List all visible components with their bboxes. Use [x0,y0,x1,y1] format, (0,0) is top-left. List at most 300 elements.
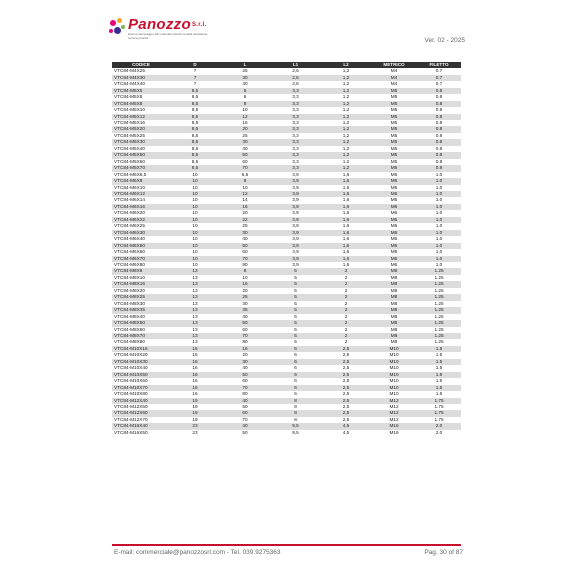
table-cell: 40 [220,423,270,429]
table-cell: M10 [371,346,417,352]
table-cell: 2,5 [321,346,371,352]
table-cell: 19 [170,404,220,410]
table-cell: M5 [371,146,417,152]
table-cell: 6 [270,346,321,352]
table-cell: 1.0 [417,197,461,203]
table-cell: 16 [220,346,270,352]
table-cell: 1.5 [417,346,461,352]
table-cell: 3,3 [270,88,321,94]
table-cell: 8,5 [170,126,220,132]
table-cell: VTC84-M5X25 [112,133,170,139]
table-cell: VTC84-M5X20 [112,126,170,132]
table-cell: 2 [321,307,371,313]
table-cell: 1.25 [417,339,461,345]
table-cell: 1,2 [321,159,371,165]
table-cell: 3,9 [270,236,321,242]
table-cell: 1,6 [321,249,371,255]
table-cell: 19 [170,417,220,423]
table-cell: M12 [371,398,417,404]
table-cell: VTC84-M8X10 [112,275,170,281]
table-cell: 1,6 [321,197,371,203]
page-header [0,0,575,48]
table-cell: 16 [170,359,220,365]
table-cell: M8 [371,314,417,320]
table-cell: M10 [371,372,417,378]
table-cell: M5 [371,88,417,94]
table-cell: 1,6 [321,185,371,191]
table-cell: 6 [270,378,321,384]
table-cell: 70 [220,385,270,391]
table-cell: M6 [371,204,417,210]
table-cell: VTC84-M6X22 [112,217,170,223]
table-cell: 8,5 [170,114,220,120]
table-cell: VTC84-M16X40 [112,423,170,429]
table-cell: 1.5 [417,359,461,365]
table-cell: 2,5 [321,385,371,391]
table-cell: M5 [371,133,417,139]
table-cell: 2 [321,301,371,307]
table-cell: M8 [371,268,417,274]
table-cell: 0.8 [417,133,461,139]
table-cell: VTC84-M4X25 [112,68,170,74]
table-cell: VTC84-M10X60 [112,378,170,384]
table-cell: M5 [371,94,417,100]
table-cell: 2,5 [321,398,371,404]
table-cell: 1.0 [417,249,461,255]
table-cell: 1,2 [321,139,371,145]
table-cell: 8 [220,178,270,184]
table-cell: M12 [371,417,417,423]
table-cell: VTC84-M10X80 [112,391,170,397]
table-cell: VTC84-M8X50 [112,320,170,326]
table-cell: 13 [170,307,220,313]
table-cell: 16 [220,120,270,126]
table-cell: 13 [170,288,220,294]
table-cell: 1.25 [417,301,461,307]
table-cell: 35 [220,307,270,313]
table-cell: 1,6 [321,243,371,249]
table-cell: 3,3 [270,101,321,107]
table-cell: 1.25 [417,314,461,320]
table-cell: 4,5 [321,423,371,429]
table-cell: 2,6 [270,75,321,81]
table-cell: 6 [220,94,270,100]
table-cell: 1,6 [321,236,371,242]
table-cell: 16 [220,281,270,287]
table-cell: VTC84-M8X25 [112,294,170,300]
table-cell: VTC84-M5X60 [112,159,170,165]
footer-contact: E-mail: commerciale@panozzosrl.com - Tel. 039.9275363 [114,549,281,556]
table-cell: VTC84-M6X12 [112,191,170,197]
table-cell: 8 [270,398,321,404]
table-cell: VTC84-M10X40 [112,365,170,371]
table-cell: 8,5 [170,146,220,152]
table-cell: 23 [170,423,220,429]
table-cell: 40 [220,398,270,404]
table-cell: 16 [170,391,220,397]
table-cell: VTC84-M12X40 [112,398,170,404]
table-cell: 50 [220,152,270,158]
table-cell: 8 [270,404,321,410]
brand-suffix: S.r.l. [191,22,207,28]
table-cell: 1.0 [417,217,461,223]
table-cell: 2,5 [321,391,371,397]
table-cell: VTC84-M5X6 [112,94,170,100]
table-cell: M6 [371,217,417,223]
table-cell: 1,6 [321,172,371,178]
table-cell: 19 [170,410,220,416]
table-cell: 1.25 [417,307,461,313]
table-cell: 16 [170,346,220,352]
table-cell: M10 [371,385,417,391]
table-cell: 8,5 [170,159,220,165]
table-cell: 1.25 [417,327,461,333]
table-cell: VTC84-M8X16 [112,281,170,287]
column-header: L2 [321,62,371,68]
table-cell: M5 [371,120,417,126]
table-cell: VTC84-M10X20 [112,352,170,358]
table-cell: 2,6 [270,68,321,74]
footer-divider [112,544,461,546]
table-cell: 10 [170,223,220,229]
table-cell: 2.0 [417,430,461,436]
table-cell: 60 [220,249,270,255]
table-cell: 25 [220,68,270,74]
table-cell: 16 [170,365,220,371]
table-cell: 80 [220,262,270,268]
table-cell: 70 [220,165,270,171]
table-cell: M8 [371,320,417,326]
table-cell: 0.7 [417,68,461,74]
table-cell: 2,6 [270,81,321,87]
table-cell: 13 [170,327,220,333]
table-cell: 5 [270,288,321,294]
table-cell: 1.0 [417,223,461,229]
table-cell: M5 [371,101,417,107]
table-cell: 20 [220,352,270,358]
table-cell: VTC84-M8X40 [112,314,170,320]
table-cell: VTC84-M5X70 [112,165,170,171]
table-cell: VTC84-M12X70 [112,417,170,423]
table-cell: M8 [371,339,417,345]
table-cell: M16 [371,423,417,429]
table-cell: 60 [220,410,270,416]
table-cell: 8,5 [170,133,220,139]
table-cell: M10 [371,365,417,371]
table-cell: M6 [371,256,417,262]
table-cell: 3,3 [270,152,321,158]
table-cell: 10 [170,249,220,255]
table-cell: 30 [220,75,270,81]
table-cell: VTC84-M5X5 [112,88,170,94]
table-cell: M8 [371,333,417,339]
table-cell: 60 [220,327,270,333]
table-cell: 1.5 [417,372,461,378]
table-cell: 8,5 [170,101,220,107]
table-cell: 6 [270,352,321,358]
table-cell: 10 [170,185,220,191]
table-cell: M5 [371,139,417,145]
table-cell: M10 [371,359,417,365]
table-cell: 6 [270,372,321,378]
table-cell: 1,2 [321,68,371,74]
table-cell: 8,5 [170,139,220,145]
logo-dots-icon [108,16,128,42]
table-cell: VTC84-M5X8 [112,101,170,107]
table-cell: 16 [170,372,220,378]
table-cell: 0.8 [417,107,461,113]
table-cell: 1.25 [417,333,461,339]
table-cell: 4,5 [321,430,371,436]
table-cell: 3,9 [270,217,321,223]
table-cell: VTC84-M5X10 [112,107,170,113]
table-cell: 50 [220,372,270,378]
table-cell: 22 [220,217,270,223]
table-cell: 10 [170,204,220,210]
table-cell: 1.25 [417,281,461,287]
table-cell: VTC84-M5X30 [112,139,170,145]
table-cell: 1,2 [321,126,371,132]
table-cell: 0.8 [417,126,461,132]
table-cell: 2,5 [321,359,371,365]
column-header: CODICE [112,62,170,68]
table-cell: M10 [371,391,417,397]
table-cell: 16 [170,378,220,384]
table-cell: 13 [170,294,220,300]
column-header: L [220,62,270,68]
table-cell: 6 [270,365,321,371]
table-cell: 5 [270,314,321,320]
table-cell: 3,3 [270,107,321,113]
table-cell: 19 [170,398,220,404]
table-cell: 1.5 [417,378,461,384]
table-cell: 13 [170,275,220,281]
table-cell: 13 [170,281,220,287]
table-cell: 1.75 [417,410,461,416]
table-cell: 5 [270,294,321,300]
table-cell: 1,2 [321,114,371,120]
table-cell: 40 [220,314,270,320]
table-cell: 30 [220,301,270,307]
table-cell: 2 [321,327,371,333]
table-cell: M5 [371,126,417,132]
table-cell: 1.0 [417,230,461,236]
table-cell: 70 [220,333,270,339]
table-cell: 12 [220,191,270,197]
table-cell: M4 [371,75,417,81]
table-cell: 3,9 [270,243,321,249]
table-cell: 80 [220,339,270,345]
table-cell: M6 [371,197,417,203]
table-cell: 1,2 [321,120,371,126]
table-cell: 0.8 [417,146,461,152]
table-cell: 8 [270,417,321,423]
table-cell: 0.8 [417,88,461,94]
table-cell: 3,9 [270,249,321,255]
table-cell: 40 [220,81,270,87]
table-cell: 14 [220,197,270,203]
table-cell: 0.8 [417,94,461,100]
table-cell: 2 [321,268,371,274]
table-cell: 6 [270,391,321,397]
table-cell: 8,5 [170,152,220,158]
table-cell: VTC84-M5X12 [112,114,170,120]
table-cell: 1.0 [417,210,461,216]
table-cell: 2 [321,275,371,281]
document-version: Ver. 02 - 2025 [424,37,465,44]
column-header: FILETTO [417,62,461,68]
table-cell: 3,9 [270,256,321,262]
table-cell: 25 [220,294,270,300]
table-cell: 40 [220,236,270,242]
table-cell: 1,2 [321,81,371,87]
table-cell: VTC84-M8X80 [112,339,170,345]
table-cell: 10 [170,191,220,197]
table-cell: 16 [170,352,220,358]
table-cell: 0.7 [417,81,461,87]
table-cell: M16 [371,430,417,436]
table-cell: 2,5 [321,410,371,416]
table-cell: VTC84-M6X40 [112,236,170,242]
table-cell: VTC84-M8X60 [112,327,170,333]
table-cell: 0.8 [417,152,461,158]
page-number: Pag. 30 of 87 [424,549,463,556]
table-cell: 1,2 [321,165,371,171]
table-cell: M4 [371,81,417,87]
table-cell: 1,6 [321,204,371,210]
table-cell: 3,3 [270,120,321,126]
table-cell: 3,3 [270,94,321,100]
table-cell: 5 [270,327,321,333]
table-cell: 1,2 [321,133,371,139]
table-cell: 8,5 [170,165,220,171]
table-cell: 0.8 [417,139,461,145]
table-cell: 7 [170,68,220,74]
table-cell: 5 [270,281,321,287]
table-cell: 13 [170,314,220,320]
table-cell: 3,3 [270,139,321,145]
table-cell: 10 [170,178,220,184]
table-cell: 2.0 [417,423,461,429]
table-cell: 60 [220,159,270,165]
table-cell: 2 [321,333,371,339]
table-cell: 3,3 [270,114,321,120]
table-cell: VTC84-M6X25 [112,223,170,229]
table-row [112,430,461,436]
table-cell: M6 [371,172,417,178]
table-cell: 1,2 [321,75,371,81]
table-cell: 3,9 [270,191,321,197]
table-cell: VTC84-M12X60 [112,410,170,416]
table-cell: 2 [321,288,371,294]
table-cell: 10 [220,275,270,281]
table-cell: M6 [371,178,417,184]
table-cell: 0.8 [417,101,461,107]
table-cell: 3,9 [270,178,321,184]
table-cell: M8 [371,294,417,300]
table-cell: 3,9 [270,210,321,216]
table-cell: VTC84-M10X16 [112,346,170,352]
table-cell: M5 [371,159,417,165]
table-cell: 1.25 [417,268,461,274]
table-cell: M4 [371,68,417,74]
table-cell: 1.75 [417,417,461,423]
table-cell: M12 [371,410,417,416]
table-cell: 23 [170,430,220,436]
table-cell: VTC84-M12X50 [112,404,170,410]
table-cell: 3,9 [270,197,321,203]
table-cell: 20 [220,288,270,294]
table-cell: 1.0 [417,243,461,249]
table-cell: 1.25 [417,288,461,294]
table-cell: M6 [371,236,417,242]
table-cell: 10 [170,230,220,236]
table-cell: M10 [371,352,417,358]
table-cell: VTC84-M8X30 [112,301,170,307]
table-cell: VTC84-M6X50 [112,243,170,249]
table-cell: 1.0 [417,262,461,268]
table-cell: 2 [321,320,371,326]
table-cell: 3,3 [270,126,321,132]
table-cell: 9,5 [270,430,321,436]
table-cell: 0.8 [417,159,461,165]
table-cell: 1.0 [417,191,461,197]
table-cell: 8 [220,101,270,107]
table-cell: 0.7 [417,75,461,81]
table-cell: 2,5 [321,352,371,358]
table-cell: 5 [270,339,321,345]
table-cell: 50 [220,320,270,326]
table-cell: 8,5 [170,120,220,126]
table-cell: 1.5 [417,352,461,358]
table-cell: VTC84-M5X50 [112,152,170,158]
table-cell: 5 [270,268,321,274]
table-cell: 10 [170,256,220,262]
table-cell: 3,9 [270,185,321,191]
table-cell: VTC84-M4X30 [112,75,170,81]
table-cell: VTC84-M6X80 [112,262,170,268]
table-cell: 1.25 [417,275,461,281]
table-cell: 10 [220,185,270,191]
table-cell: 1.5 [417,391,461,397]
product-table [112,62,461,436]
table-cell: M6 [371,243,417,249]
table-cell: 1.25 [417,320,461,326]
table-cell: 30 [220,139,270,145]
table-cell: 5 [270,333,321,339]
product-table-container [112,62,461,436]
table-cell: 50 [220,243,270,249]
table-cell: M5 [371,152,417,158]
table-cell: 10 [170,262,220,268]
table-cell: 10 [170,210,220,216]
table-cell: 1.5 [417,365,461,371]
table-cell: VTC84-M10X70 [112,385,170,391]
table-cell: 8,5 [170,107,220,113]
table-cell: 16 [220,204,270,210]
table-cell: 12 [220,114,270,120]
table-cell: M6 [371,230,417,236]
table-cell: 70 [220,417,270,423]
table-cell: VTC84-M6X6,5 [112,172,170,178]
table-cell: 10 [170,217,220,223]
table-cell: 1,6 [321,191,371,197]
table-cell: 1,6 [321,223,371,229]
column-header: D [170,62,220,68]
table-cell: 1.0 [417,172,461,178]
table-cell: VTC84-M10X50 [112,372,170,378]
table-cell: 2,5 [321,365,371,371]
